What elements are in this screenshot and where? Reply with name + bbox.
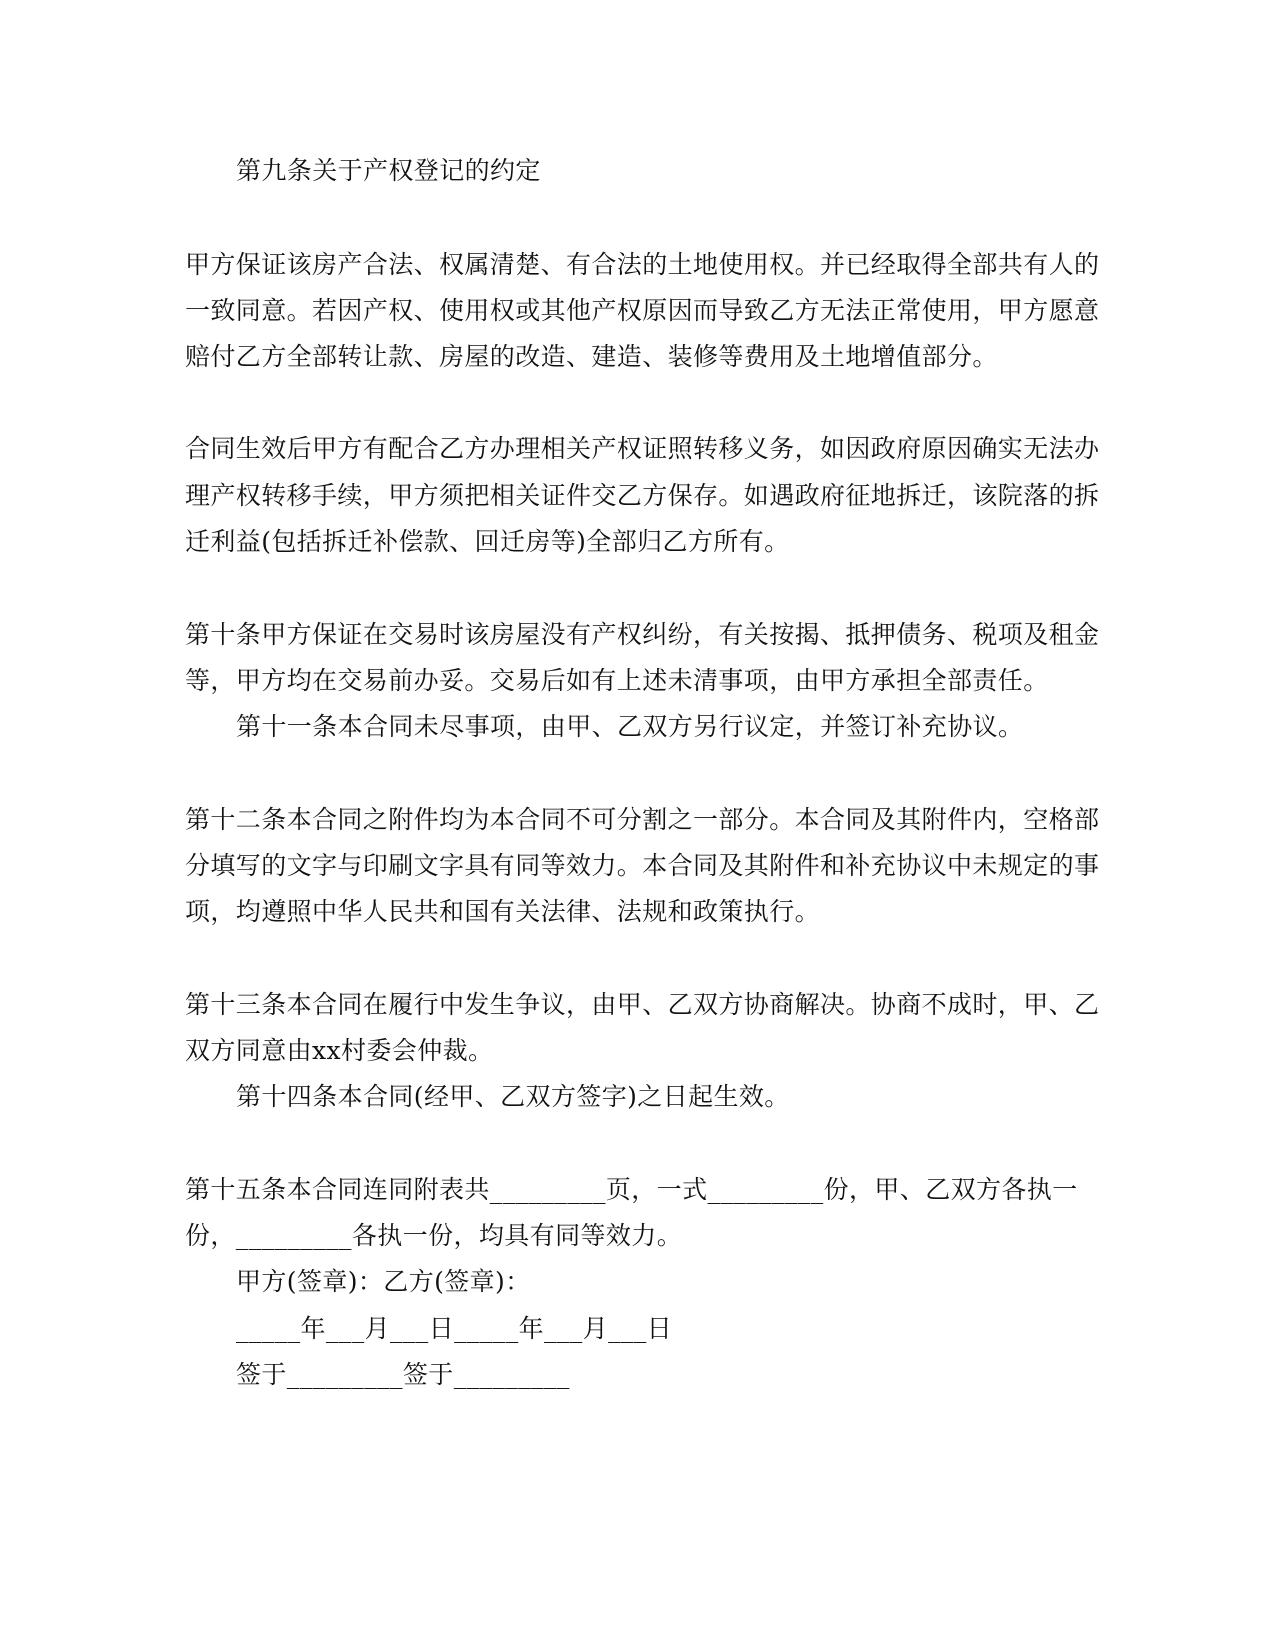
article-9-para2-line-3: 迁利益(包括拆迁补偿款、回迁房等)全部归乙方所有。 (185, 527, 790, 556)
article-10-line-2: 等，甲方均在交易前办妥。交易后如有上述未清事项，由甲方承担全部责任。 (185, 666, 1049, 695)
article-9-para1-line-2: 一致同意。若因产权、使用权或其他产权原因而导致乙方无法正常使用，甲方愿意 (185, 296, 1100, 325)
signature-places: 签于_________签于_________ (236, 1360, 570, 1389)
article-15-line-1: 第十五条本合同连同附表共_________页，一式_________份，甲、乙双方各执一 (185, 1175, 1078, 1204)
signature-dates: _____年___月___日_____年___月___日 (236, 1314, 673, 1343)
signature-parties: 甲方(签章)：乙方(签章)： (236, 1267, 531, 1296)
article-9-para2-line-2: 理产权转移手续，甲方须把相关证件交乙方保存。如遇政府征地拆迁，该院落的拆 (185, 481, 1100, 510)
article-9-heading: 第九条关于产权登记的约定 (236, 156, 541, 185)
article-12-line-2: 分填写的文字与印刷文字具有同等效力。本合同及其附件和补充协议中未规定的事 (185, 851, 1100, 880)
article-15-line-2: 份，_________各执一份，均具有同等效力。 (185, 1221, 683, 1250)
article-13-line-1: 第十三条本合同在履行中发生争议，由甲、乙双方协商解决。协商不成时，甲、乙 (185, 990, 1100, 1019)
article-9-para1-line-3: 赔付乙方全部转让款、房屋的改造、建造、装修等费用及土地增值部分。 (185, 342, 998, 371)
article-12-line-1: 第十二条本合同之附件均为本合同不可分割之一部分。本合同及其附件内，空格部 (185, 805, 1100, 834)
article-13-line-2: 双方同意由xx村委会仲裁。 (185, 1036, 494, 1065)
article-9-para2-line-1: 合同生效后甲方有配合乙方办理相关产权证照转移义务，如因政府原因确实无法办 (185, 434, 1100, 463)
article-10-line-1: 第十条甲方保证在交易时该房屋没有产权纠纷，有关按揭、抵押债务、税项及租金 (185, 620, 1100, 649)
article-12-line-3: 项，均遵照中华人民共和国有关法律、法规和政策执行。 (185, 897, 821, 926)
article-11: 第十一条本合同未尽事项，由甲、乙双方另行议定，并签订补充协议。 (236, 712, 1024, 741)
article-14: 第十四条本合同(经甲、乙双方签字)之日起生效。 (236, 1082, 790, 1111)
article-9-para1-line-1: 甲方保证该房产合法、权属清楚、有合法的土地使用权。并已经取得全部共有人的 (185, 250, 1100, 279)
